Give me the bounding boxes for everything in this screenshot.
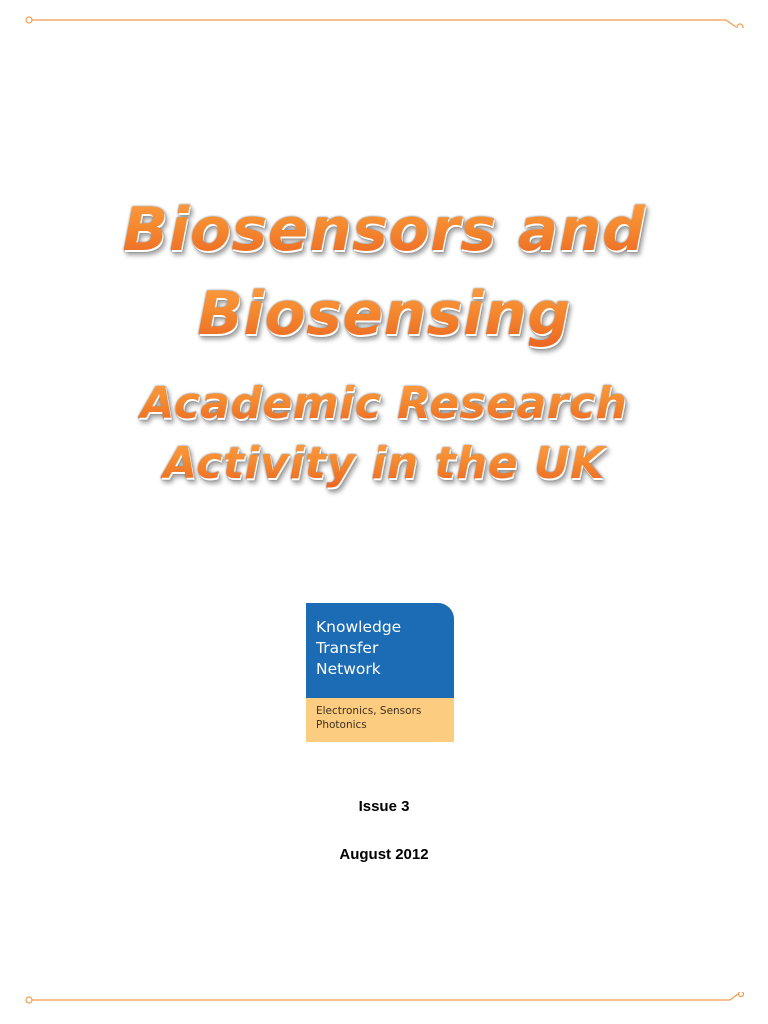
subtitle	[0, 374, 768, 494]
ktn-logo-top	[306, 603, 454, 698]
ktn-logo	[306, 603, 454, 742]
main-title-line-1: Biosensors and	[0, 188, 768, 272]
logo-subtext-line-2: Photonics	[316, 719, 367, 731]
logo-text-line-3: Network	[316, 660, 381, 678]
subtitle-line-2: Activity in the UK	[0, 434, 768, 494]
main-title	[0, 188, 768, 356]
issue-date: August 2012	[339, 846, 429, 863]
subtitle-line-1: Academic Research	[0, 374, 768, 434]
main-title-line-2: Biosensing	[0, 272, 768, 356]
logo-text-line-1: Knowledge	[316, 618, 402, 636]
bottom-divider	[0, 992, 768, 1004]
issue-number: Issue 3	[358, 798, 410, 815]
top-divider	[0, 16, 768, 28]
logo-text-line-2: Transfer	[316, 639, 379, 657]
logo-subtext-line-1: Electronics, Sensors	[316, 705, 422, 717]
ktn-logo-bottom	[306, 698, 454, 742]
